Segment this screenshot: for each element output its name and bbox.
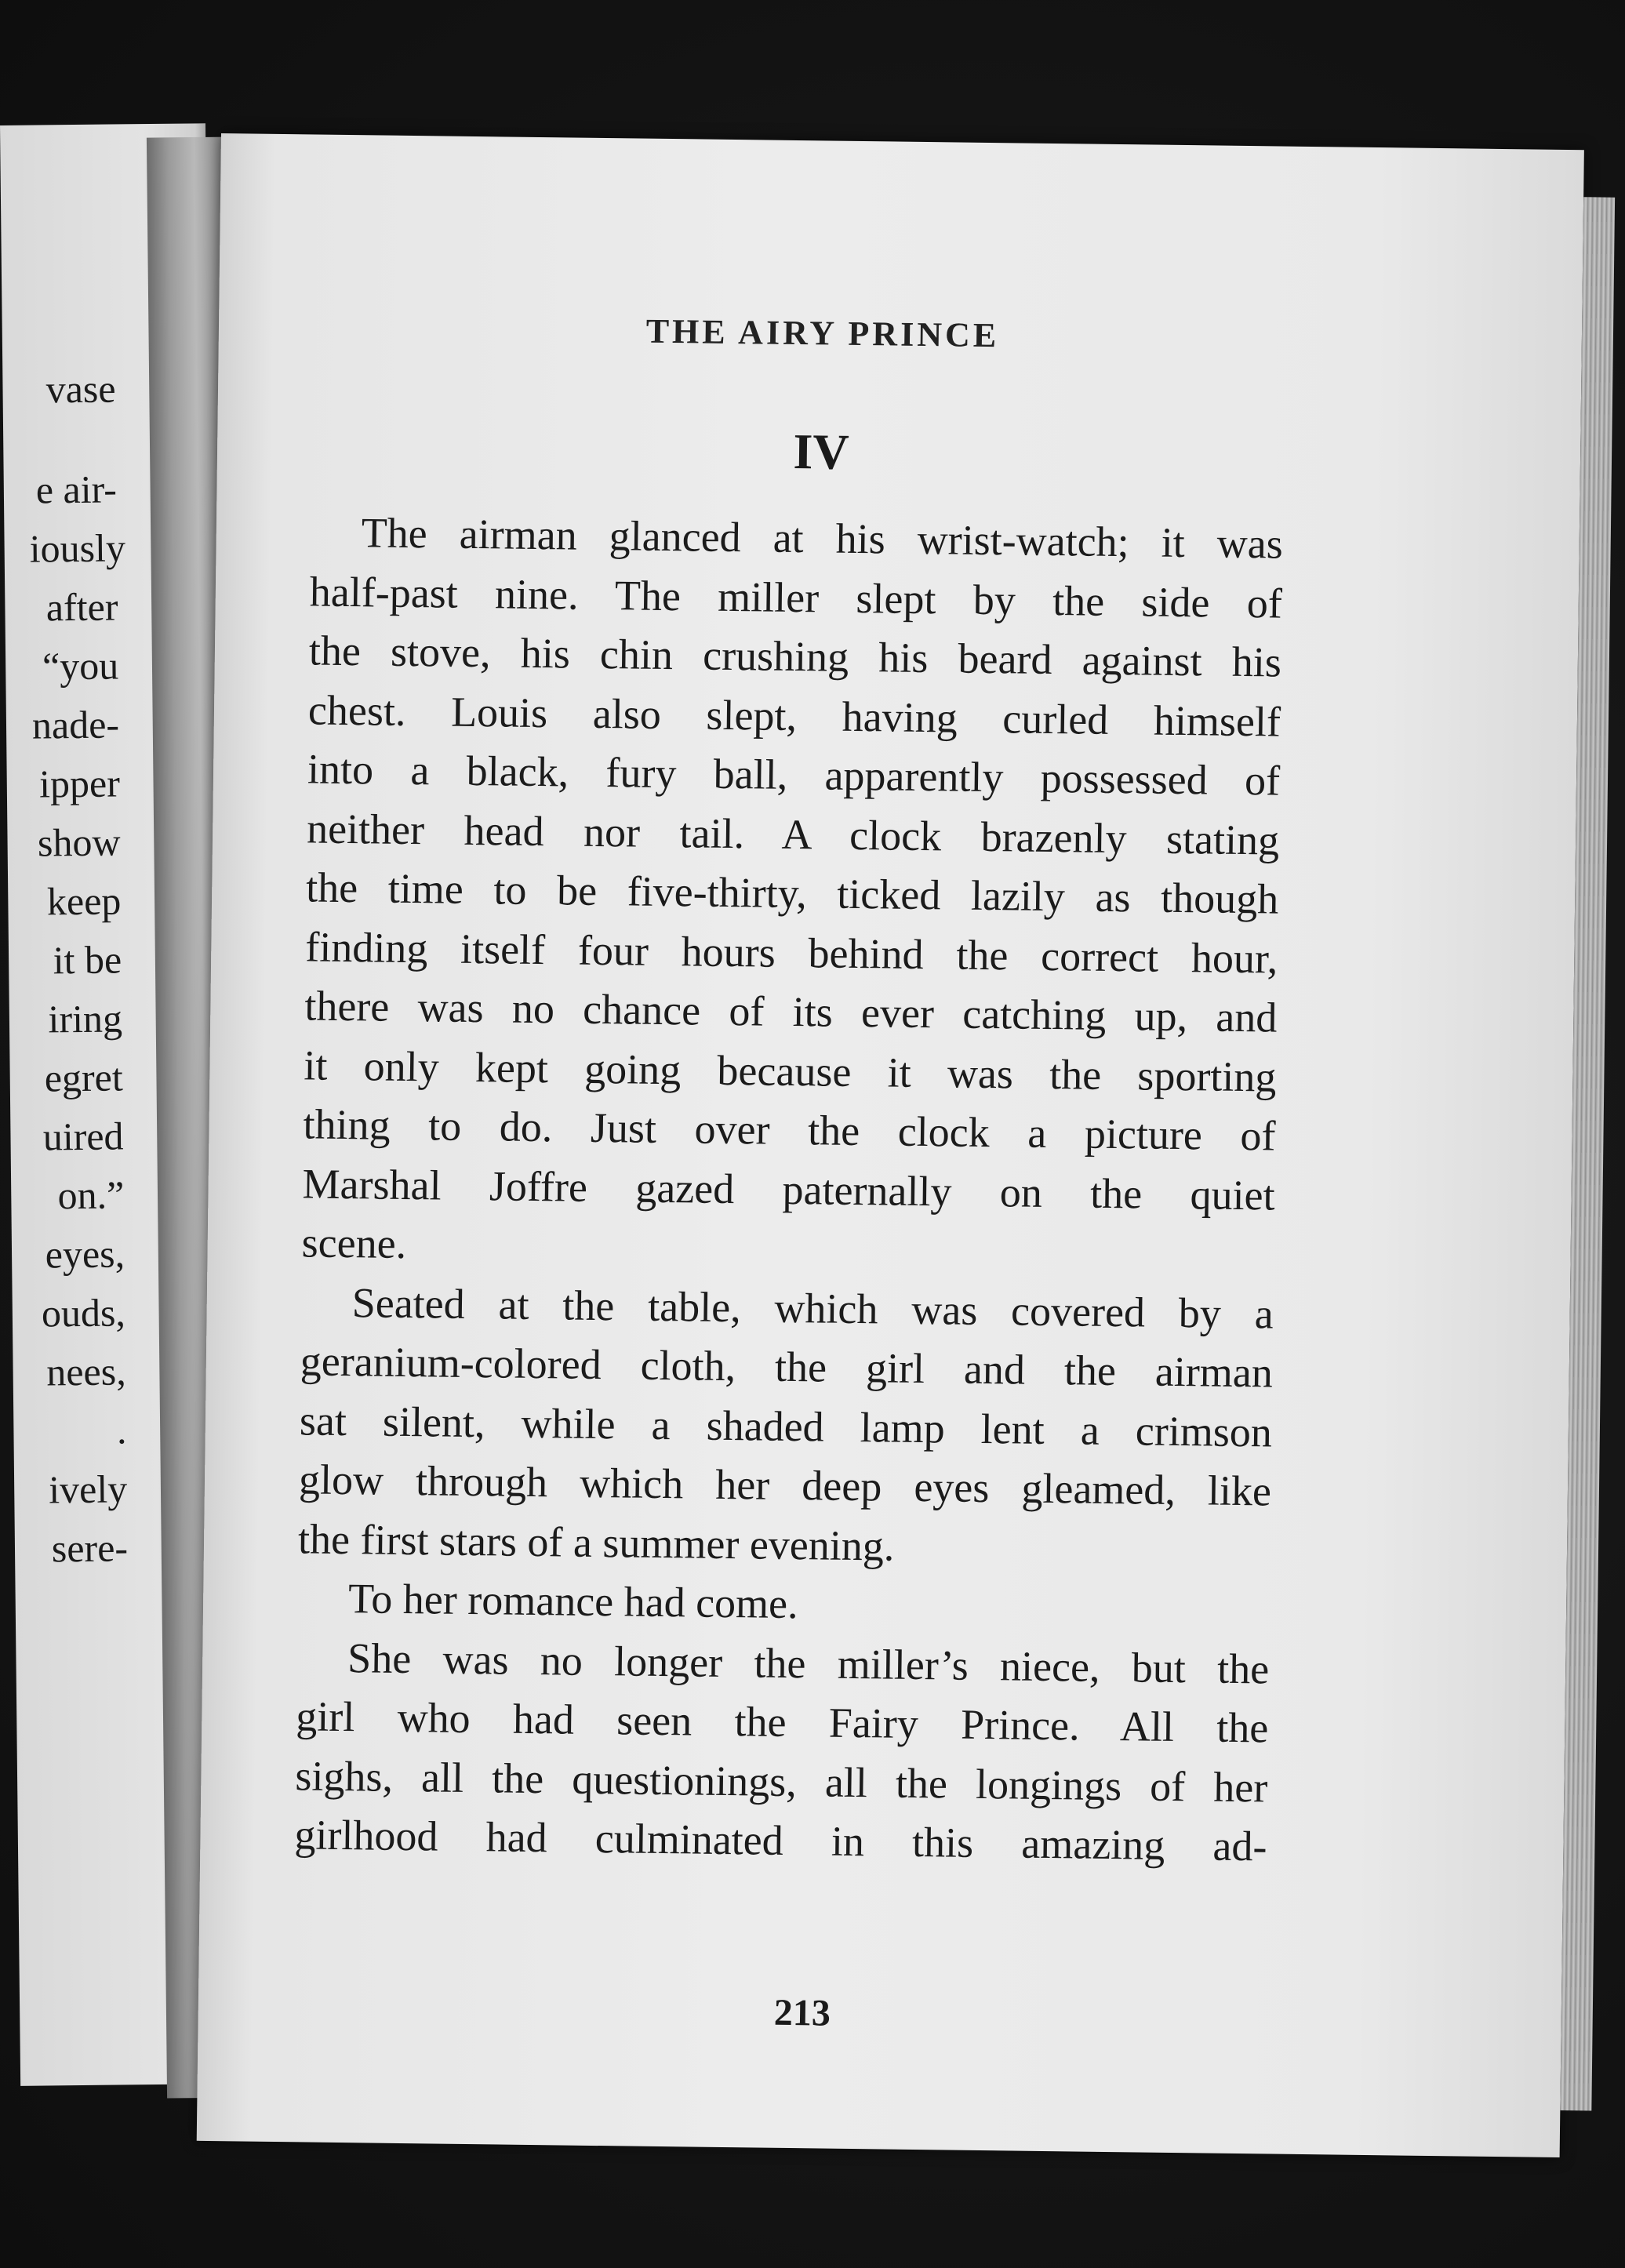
- previous-page-line: iring: [48, 996, 123, 1041]
- text-line: chest. Louis also slept, having curled himself: [307, 685, 1281, 746]
- previous-page-line: keep: [46, 878, 122, 924]
- text-line: the first stars of a summer evening.: [297, 1514, 895, 1570]
- previous-page-line: uired: [42, 1114, 124, 1159]
- previous-page-line: vase: [45, 366, 116, 412]
- chapter-number: IV: [793, 423, 850, 480]
- text-line: into a black, fury ball, apparently possessed of: [307, 745, 1281, 805]
- previous-page-line: eyes,: [45, 1231, 125, 1277]
- text-line: girlhood had culminated in this amazing ad-: [294, 1811, 1267, 1870]
- previous-page-line: nees,: [46, 1349, 126, 1394]
- book-page: [197, 133, 1584, 2157]
- text-line: neither head nor tail. A clock brazenly stating: [306, 804, 1280, 864]
- text-line: glow through which her deep eyes gleamed, like: [298, 1456, 1272, 1515]
- text-line: it only kept going because it was the sporting: [304, 1041, 1277, 1101]
- running-head: THE AIRY PRINCE: [645, 311, 1000, 355]
- previous-page-line: iously: [29, 525, 126, 571]
- page-number: 213: [773, 1991, 831, 2034]
- text-line: there was no chance of its ever catching up, and: [304, 982, 1278, 1041]
- text-line: sighs, all the questionings, all the longings of her: [295, 1751, 1268, 1811]
- previous-page-line: e air-: [35, 467, 118, 512]
- previous-page-line: sere-: [51, 1525, 129, 1571]
- body-text: [294, 503, 1283, 1877]
- previous-page-line: nade-: [31, 702, 120, 747]
- text-line: finding itself four hours behind the correct hour,: [304, 922, 1278, 983]
- previous-page-line: .: [116, 1408, 127, 1452]
- text-line: geranium-colored cloth, the girl and the airman: [300, 1337, 1274, 1397]
- text-line: the stove, his chin crushing his beard against his: [308, 627, 1282, 686]
- previous-page-line: egret: [44, 1055, 124, 1100]
- previous-page-line: ouds,: [41, 1290, 126, 1336]
- text-line: girl who had seen the Fairy Prince. All the: [295, 1692, 1269, 1752]
- text-line: scene.: [301, 1219, 407, 1267]
- previous-page-line: ively: [48, 1467, 128, 1512]
- text-line: thing to do. Just over the clock a picture of: [303, 1100, 1276, 1160]
- previous-page-line: after: [45, 584, 118, 630]
- previous-page-line: it be: [53, 937, 122, 983]
- text-line: To her romance had come.: [347, 1575, 798, 1628]
- text-line: Seated at the table, which was covered by a: [351, 1278, 1274, 1338]
- text-line: Marshal Joffre gazed paternally on the quiet: [302, 1159, 1275, 1219]
- previous-page-line: on.”: [57, 1172, 125, 1218]
- text-line: The airman glanced at his wrist-watch; it was: [361, 509, 1284, 568]
- text-line: half-past nine. The miller slept by the side of: [309, 567, 1283, 627]
- previous-page-line: show: [37, 820, 121, 865]
- text-line: the time to be five-thirty, ticked lazily as though: [305, 863, 1279, 923]
- previous-page-line: ipper: [38, 761, 121, 806]
- text-line: sat silent, while a shaded lamp lent a crimson: [299, 1396, 1273, 1456]
- previous-page-line: “you: [42, 643, 119, 689]
- text-line: She was no longer the miller’s niece, but the: [347, 1634, 1270, 1692]
